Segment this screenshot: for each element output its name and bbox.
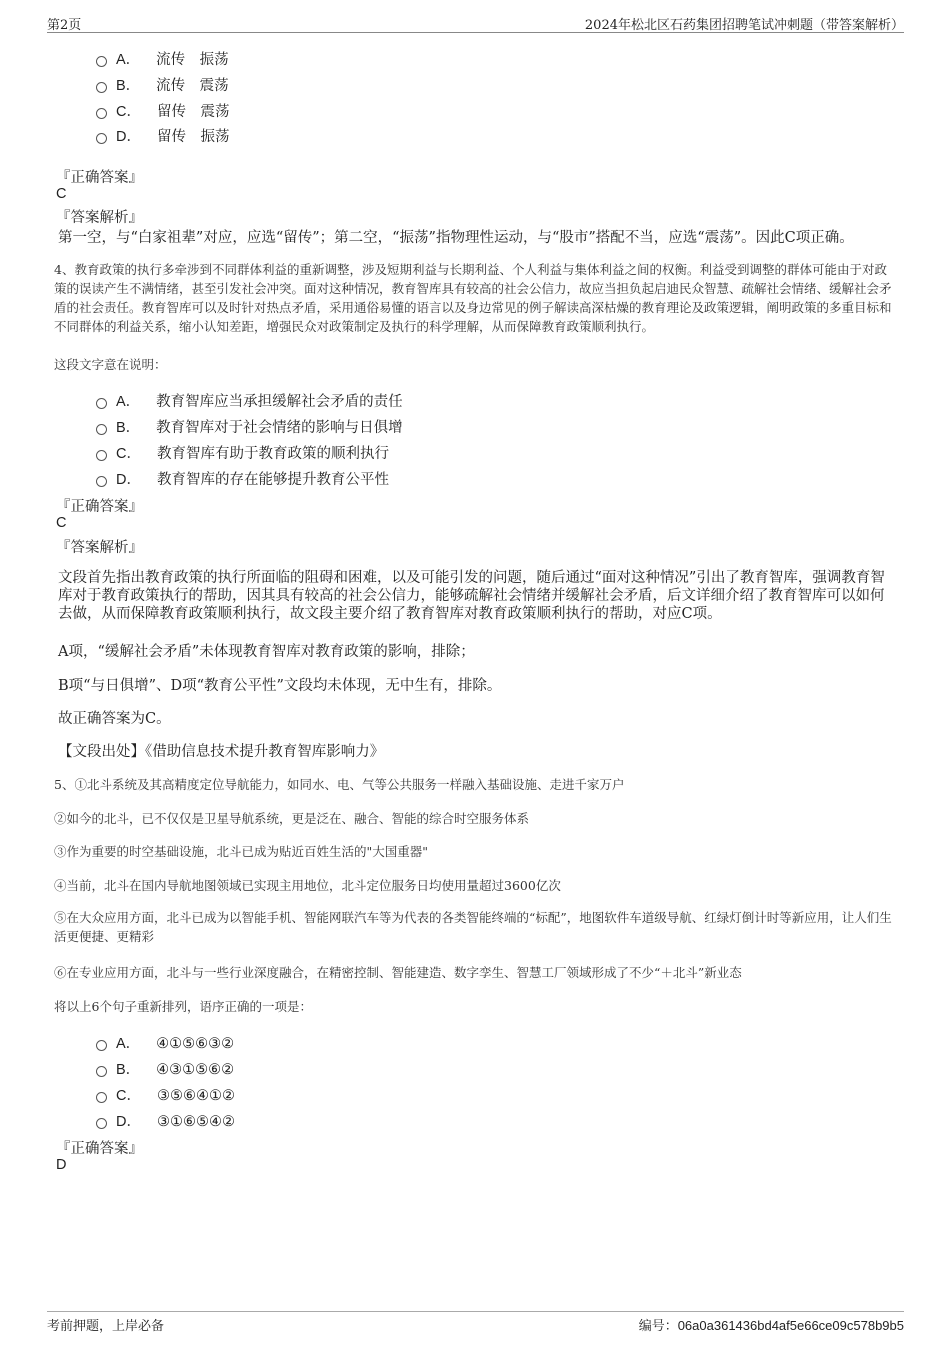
page-footer <box>47 1311 904 1334</box>
q4-analysis-p3: B项“与日俱增”、D项“教育公平性”文段均未体现，无中生有，排除。 <box>58 678 502 694</box>
q4-question: 这段文字意在说明： <box>54 357 167 372</box>
document-title: 2024年松北区石药集团招聘笔试冲刺题（带答案解析） <box>584 18 904 33</box>
document-id: 编号：06a0a361436bd4af5e66ce09c578b9b5 <box>638 1318 904 1333</box>
radio-icon[interactable] <box>96 56 107 67</box>
q5-option-d[interactable]: D． ③①⑥⑤④② <box>96 1110 235 1131</box>
page-number: 第2页 <box>47 18 82 33</box>
q5-sentence-1: 5、①北斗系统及其高精度定位导航能力，如同水、电、气等公共服务一样融入基础设施、走进千家万户 <box>54 777 625 792</box>
page-header <box>47 14 904 33</box>
radio-icon[interactable] <box>96 476 107 487</box>
q4-option-c[interactable]: C． 教育智库有助于教育政策的顺利执行 <box>96 442 389 463</box>
radio-icon[interactable] <box>96 82 107 93</box>
q5-answer-label: 『正确答案』 <box>56 1141 143 1157</box>
radio-icon[interactable] <box>96 1066 107 1077</box>
q5-sentence-3: ③作为重要的时空基础设施，北斗已成为贴近百姓生活的"大国重器" <box>54 844 429 859</box>
q4-answer-label: 『正确答案』 <box>56 499 143 515</box>
radio-icon[interactable] <box>96 450 107 461</box>
q3-option-d[interactable]: D． 留传 振荡 <box>96 125 229 146</box>
radio-icon[interactable] <box>96 108 107 119</box>
q5-answer: D <box>56 1157 67 1173</box>
q3-answer-label: 『正确答案』 <box>56 170 143 186</box>
q4-analysis-p1: 文段首先指出教育政策的执行所面临的阻碍和困难，以及可能引发的问题，随后通过“面对这种情况”引出了教育智库，强调教育智库对于教育政策执行的帮助，因其具有较高的社会公信力，能够疏解社会情绪并缓解社会矛盾，后文详细介绍了教育智库可以如何去做，从而保障教育政策顺利执行，故文段主要介绍了教育智库对教育政策顺利执行的帮助，对应C项。 <box>58 570 885 622</box>
q3-analysis-label: 『答案解析』 <box>56 210 143 226</box>
footer-slogan: 考前押题，上岸必备 <box>47 1319 165 1334</box>
q4-analysis-p4: 故正确答案为C。 <box>58 711 171 727</box>
radio-icon[interactable] <box>96 133 107 144</box>
q3-analysis: 第一空，与“白家祖辈”对应，应选“留传”；第二空，“振荡”指物理性运动，与“股市”搭配不当，应选“震荡”。因此C项正确。 <box>58 230 854 246</box>
q5-sentence-6: ⑥在专业应用方面，北斗与一些行业深度融合，在精密控制、智能建造、数字孪生、智慧工厂领域形成了不少“＋北斗”新业态 <box>54 965 742 980</box>
q4-analysis-p2: A项，“缓解社会矛盾”未体现教育智库对教育政策的影响，排除； <box>58 644 475 660</box>
radio-icon[interactable] <box>96 1118 107 1129</box>
radio-icon[interactable] <box>96 1092 107 1103</box>
q3-option-c[interactable]: C． 留传 震荡 <box>96 100 229 121</box>
q3-option-b[interactable]: B． 流传 震荡 <box>96 74 229 95</box>
q4-option-b[interactable]: B． 教育智库对于社会情绪的影响与日俱增 <box>96 416 403 437</box>
q5-option-a[interactable]: A． ④①⑤⑥③② <box>96 1032 234 1053</box>
q5-sentence-5: ⑤在大众应用方面，北斗已成为以智能手机、智能网联汽车等为代表的各类智能终端的“标配”，地图软件车道级导航、红绿灯倒计时等新应用，让人们生活更便捷、更精彩 <box>54 910 892 944</box>
q5-option-b[interactable]: B． ④③①⑤⑥② <box>96 1058 234 1079</box>
q4-option-d[interactable]: D． 教育智库的存在能够提升教育公平性 <box>96 468 389 489</box>
radio-icon[interactable] <box>96 1040 107 1051</box>
q4-option-a[interactable]: A． 教育智库应当承担缓解社会矛盾的责任 <box>96 390 403 411</box>
q4-analysis-label: 『答案解析』 <box>56 540 143 556</box>
q3-option-a[interactable]: A． 流传 振荡 <box>96 48 229 69</box>
radio-icon[interactable] <box>96 424 107 435</box>
q4-answer: C <box>56 515 67 531</box>
q5-sentence-4: ④当前，北斗在国内导航地图领域已实现主用地位，北斗定位服务日均使用量超过3600亿次 <box>54 878 561 893</box>
q5-sentence-2: ②如今的北斗，已不仅仅是卫星导航系统，更是泛在、融合、智能的综合时空服务体系 <box>54 811 530 826</box>
q5-question: 将以上6个句子重新排列，语序正确的一项是： <box>54 999 312 1014</box>
q4-source: 【文段出处】《借助信息技术提升教育智库影响力》 <box>58 744 385 760</box>
q3-answer: C <box>56 186 67 202</box>
q4-stem: 4、教育政策的执行多牵涉到不同群体利益的重新调整，涉及短期利益与长期利益、个人利益与集体利益之间的权衡。利益受到调整的群体可能由于对政策的误读产生不满情绪，甚至引发社会冲突。面对这种情况，教育智库具有较高的社会公信力，故应当担负起启迪民众智慧、疏解社会情绪、缓解社会矛盾的社会责任。教育智库可以及时针对热点矛盾，采用通俗易懂的语言以及身边常见的例子解读高深枯燥的教育理论及政策逻辑，阐明政策的多重目标和不同群体的利益关系，缩小认知差距，增强民众对政策制定及执行的科学理解，从而保障教育政策顺利执行。 <box>54 262 892 334</box>
q5-option-c[interactable]: C． ③⑤⑥④①② <box>96 1084 235 1105</box>
radio-icon[interactable] <box>96 398 107 409</box>
